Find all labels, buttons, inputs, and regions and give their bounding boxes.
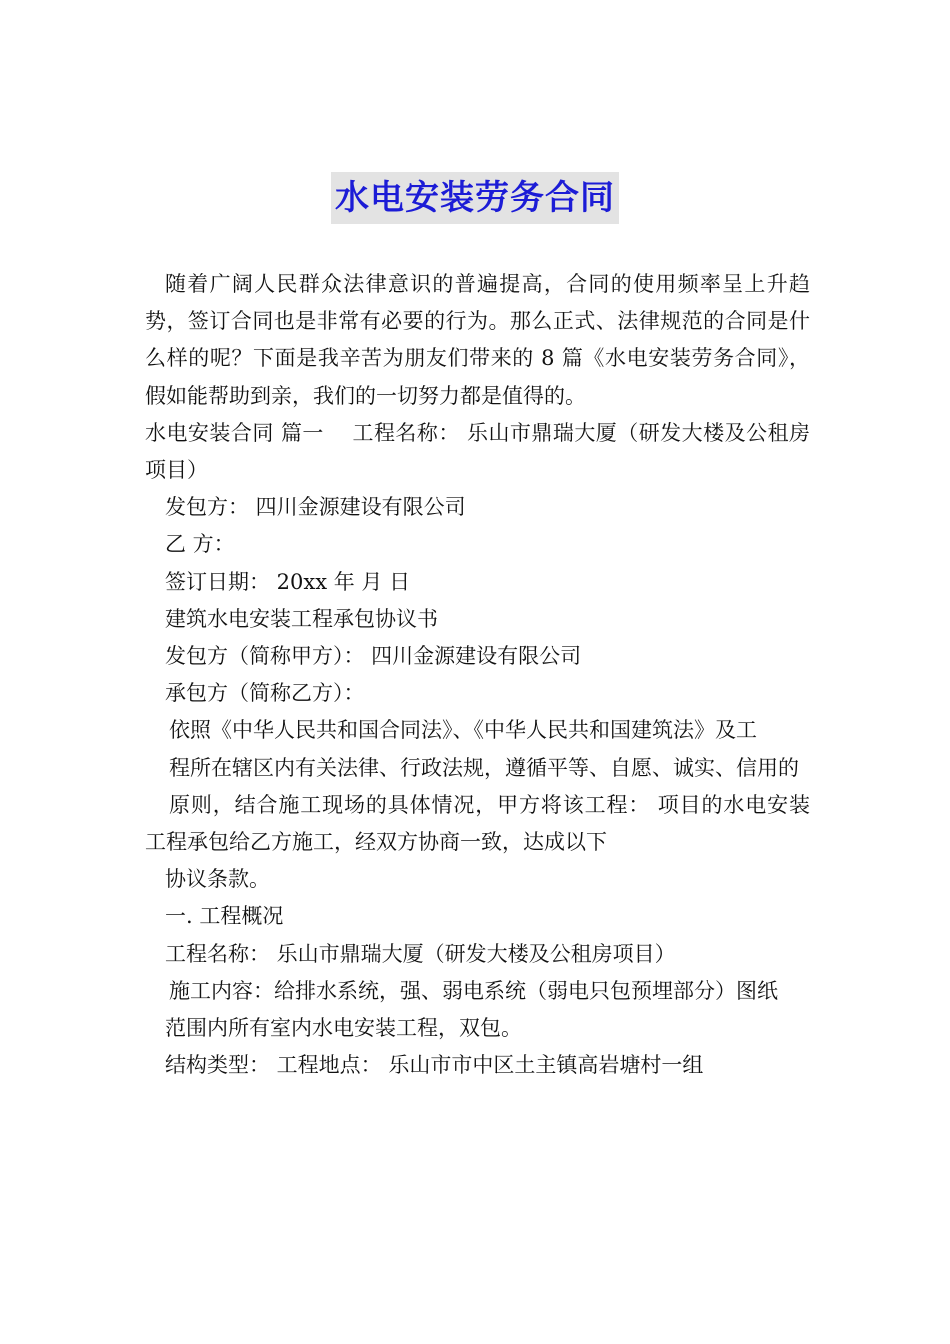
project-name-line: 工程名称： 乐山市鼎瑞大厦（研发大楼及公租房项目） (165, 941, 676, 966)
contract-scope-line: 原则，结合施工现场的具体情况，甲方将该工程： 项目的水电安装 工程承包给乙方施工，经双方协商一致，达成以下 (145, 792, 810, 855)
terms-line: 协议条款。 (165, 867, 270, 892)
work-content-line: 施工内容：给排水系统，强、弱电系统（弱电只包预埋部分）图纸 (169, 978, 778, 1003)
section-one-heading: 一. 工程概况 (165, 904, 284, 929)
employer-line: 发包方： 四川金源建设有限公司 (165, 495, 466, 520)
document-title: 水电安装劳务合同 (331, 172, 619, 224)
contractor-line: 承包方（简称乙方）： (165, 681, 365, 706)
legal-basis-line: 依照《中华人民共和国合同法》、《中华人民共和国建筑法》及工 (169, 718, 757, 743)
title-container (0, 172, 950, 224)
legal-principles-line: 程所在辖区内有关法律、行政法规，遵循平等、自愿、诚实、信用的 (169, 755, 799, 780)
structure-location-line: 结构类型： 工程地点： 乐山市市中区土主镇高岩塘村一组 (165, 1053, 704, 1078)
signing-date-line: 签订日期： 20xx 年 月 日 (165, 569, 411, 594)
document-body (145, 266, 810, 1084)
party-b-line: 乙 方： (165, 532, 235, 557)
scope-line: 范围内所有室内水电安装工程，双包。 (165, 1016, 522, 1041)
party-a-line: 发包方（简称甲方）： 四川金源建设有限公司 (165, 644, 582, 669)
section-heading-paragraph: 水电安装合同 篇一 工程名称： 乐山市鼎瑞大厦（研发大楼及公租房项目） (145, 420, 810, 483)
intro-paragraph: 随着广阔人民群众法律意识的普遍提高，合同的使用频率呈上升趋势，签订合同也是非常有必要的行为。那么正式、法律规范的合同是什么样的呢？下面是我辛苦为朋友们带来的 8 篇《水电安装劳务合同》，假如能帮助到亲，我们的一切努力都是值得的。 (145, 272, 810, 408)
agreement-title-line: 建筑水电安装工程承包协议书 (165, 606, 438, 631)
